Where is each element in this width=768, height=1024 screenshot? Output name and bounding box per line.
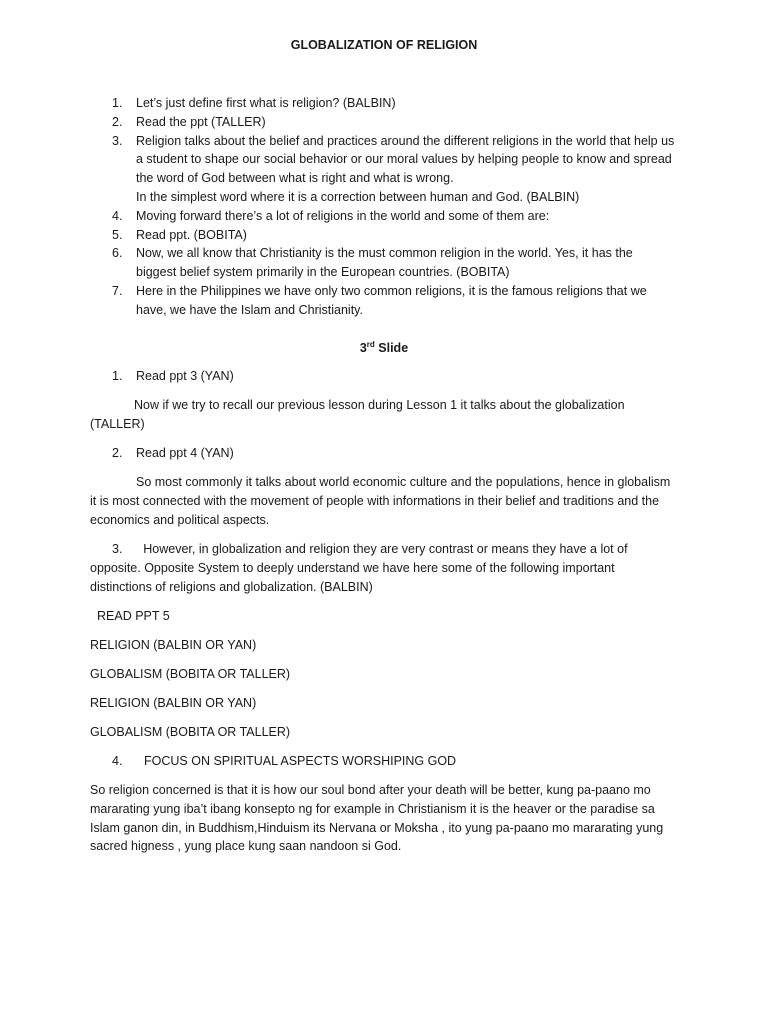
assignment-line: RELIGION (BALBIN OR YAN) (90, 638, 257, 652)
list-number: 1. (112, 369, 123, 383)
slide-heading (0, 340, 768, 355)
list-item (0, 226, 768, 245)
list-number: 4. (112, 208, 123, 223)
paragraph-recall: Now if we try to recall our previous lesson during Lesson 1 it talks about the globalization (TALLER) (90, 398, 625, 431)
list-item-text: Moving forward there’s a lot of religions in the world and some of them are: (136, 208, 550, 223)
list-number: 2. (112, 446, 123, 460)
paragraph-soul: So religion concerned is that it is how our soul bond after your death will be better, kung pa-paano mo mararating yung iba’t ibang konsepto ng for example in Christianism it is the heaver or the paradise sa Islam ganon din, in Buddhism,Hinduism its Nervana or Moksha , ito yung pa-paano mo mararating yung sacred higness , yung place kung saan nandoon si God. (90, 783, 664, 854)
list-item-text: Read ppt 4 (YAN) (136, 446, 234, 460)
slide-heading-label: Slide (374, 341, 409, 355)
list-item-text: Read ppt 3 (YAN) (136, 369, 234, 383)
list-item (0, 113, 768, 132)
list-number: 6. (112, 246, 123, 261)
list-item (0, 282, 768, 320)
list-item-text: Now, we all know that Christianity is the must common religion in the world. Yes, it has the biggest belief system primarily in the European countries. (BOBITA) (136, 246, 633, 280)
list-number: 3. (112, 133, 123, 148)
list-item-text: FOCUS ON SPIRITUAL ASPECTS WORSHIPING GOD (144, 754, 457, 768)
list-item-text: Read ppt. (BOBITA) (136, 227, 247, 242)
document-title: GLOBALIZATION OF RELIGION (290, 38, 478, 52)
intro-list (0, 94, 768, 320)
list-number: 5. (112, 227, 123, 242)
list-item-text: Here in the Philippines we have only two common religions, it is the famous religions that we have, we have the Islam and Christianity. (136, 283, 647, 317)
paragraph-commonly: So most commonly it talks about world economic culture and the populations, hence in globalism it is most connected with the movement of people with informations in their belief and traditions and the economics and political aspects. (90, 475, 671, 527)
list-item (0, 244, 768, 282)
list-item-text-continued: In the simplest word where it is a correction between human and God. (BALBIN) (136, 189, 580, 204)
list-item-text: Let’s just define first what is religion? (BALBIN) (136, 96, 396, 110)
assignment-line: GLOBALISM (BOBITA OR TALLER) (90, 667, 291, 681)
assignment-line: RELIGION (BALBIN OR YAN) (90, 696, 257, 710)
slide-heading-ordinal: rd (366, 340, 375, 349)
list-number: 2. (112, 114, 123, 129)
list-item-text: Religion talks about the belief and practices around the different religions in the world that help us a student to shape our social behavior or our moral values by helping people to know and spread the word of God between what is right and what is wrong. (136, 133, 675, 186)
assignment-line: GLOBALISM (BOBITA OR TALLER) (90, 725, 291, 739)
list-item (0, 94, 768, 113)
read-ppt5-line: READ PPT 5 (97, 609, 170, 623)
list-item (0, 132, 768, 207)
list-number: 4. (112, 754, 123, 768)
slide-heading-number: 3 (359, 341, 367, 355)
list-item-text: Read the ppt (TALLER) (136, 114, 266, 129)
list-number: 7. (112, 283, 123, 298)
paragraph-contrast: 3. However, in globalization and religion they are very contrast or means they have a lot of opposite. Opposite System to deeply understand we have here some of the following important distinctions of religions and globalization. (BALBIN) (90, 542, 632, 594)
list-number: 1. (112, 96, 123, 110)
list-item (0, 207, 768, 226)
